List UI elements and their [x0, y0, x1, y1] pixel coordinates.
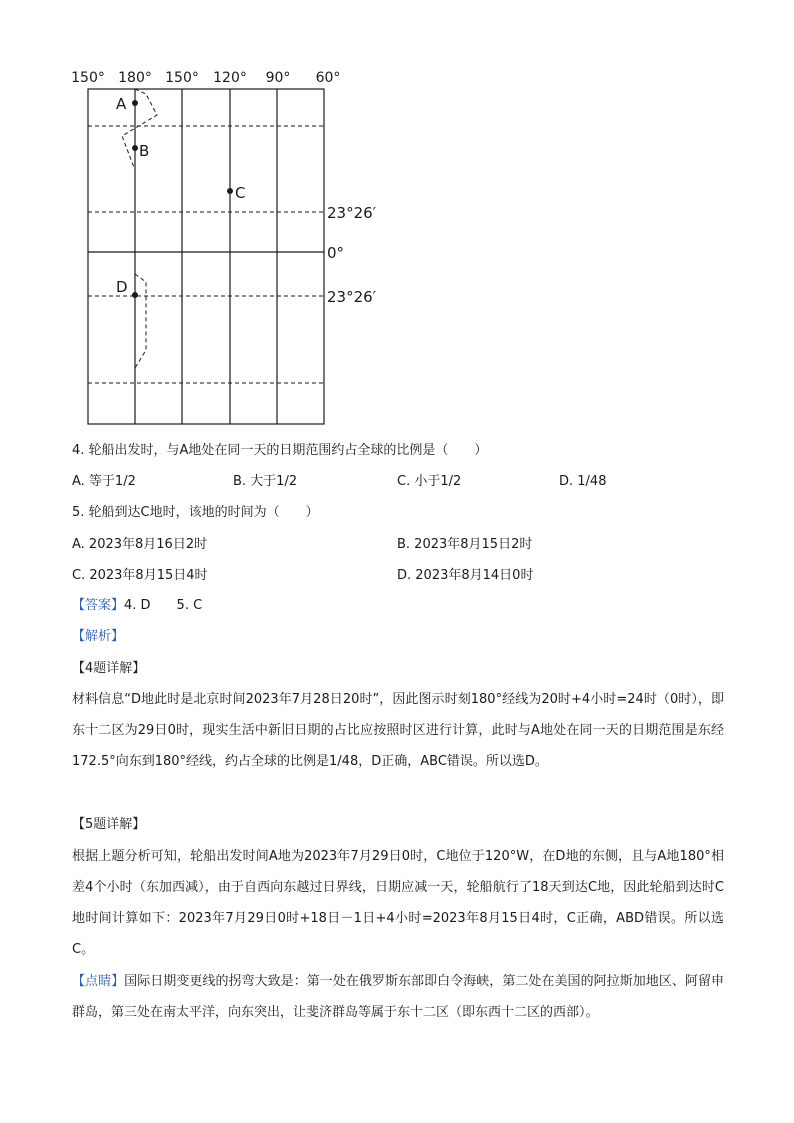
lat-label-equator: 0° [327, 244, 345, 262]
lon-label-60: 60° [315, 70, 341, 86]
lon-label-150-west: 150° [71, 70, 105, 86]
lon-label-150-east: 150° [165, 70, 199, 86]
q5-stem: 5. 轮船到达C地时，该地的时间为（ ） [72, 505, 319, 520]
lon-label-90: 90° [265, 70, 291, 86]
q4-option-b: B. 大于1/2 [233, 474, 298, 489]
answer-label: 【答案】 [72, 598, 125, 613]
lat-label-tropic-south: 23°26′ [327, 288, 377, 306]
point-b-label: B [139, 142, 150, 160]
q5-detail-text: 根据上题分析可知，轮船出发时间A地为2023年7月29日0时，C地位于120°W，在D地的东侧，且与A地180°相差4个小时（东加西减），由于自西向东越过日界线，日期应减一天，轮船航行了18天到达C地，因此轮船到达时C地时间计算如下：2023年7月29日0时+18日－1日+4小时=2023年8月15日4时，C正确，ABD错误。所以选C。 [72, 849, 724, 957]
point-d-dot [132, 292, 138, 298]
q4-option-c: C. 小于1/2 [397, 474, 462, 489]
lat-label-tropic-north: 23°26′ [327, 204, 377, 222]
q4-option-a: A. 等于1/2 [72, 474, 136, 489]
point-a-dot [132, 100, 138, 106]
point-d-label: D [116, 278, 128, 296]
q4-detail-text: 材料信息“D地此时是北京时间2023年7月28日20时”，因此图示时刻180°经线为20时+4小时=24时（0时），即东十二区为29日0时，现实生活中新旧日期的占比应按照时区进行计算，此时与A地处在同一天的日期范围是东经172.5°向东到180°经线，约占全球的比例是1/48，D正确，ABC错误。所以选D。 [72, 692, 724, 769]
point-c-dot [227, 188, 233, 194]
analysis-label: 【解析】 [72, 629, 125, 644]
point-b-dot [132, 145, 138, 151]
date-line-south-bend [135, 274, 146, 368]
answer-line [72, 598, 202, 614]
q5-option-a: A. 2023年8月16日2时 [72, 537, 208, 552]
q5-detail-title: 【5题详解】 [72, 817, 146, 832]
point-c-label: C [235, 184, 246, 202]
tip-label: 【点睛】 [72, 974, 125, 989]
tip-text: 国际日期变更线的拐弯大致是：第一处在俄罗斯东部即白令海峡，第二处在美国的阿拉斯加地区、阿留申群岛，第三处在南太平洋，向东突出，让斐济群岛等属于东十二区（即东西十二区的西部）。 [72, 974, 724, 1020]
tip-paragraph [72, 966, 724, 1028]
q4-option-d: D. 1/48 [559, 474, 607, 489]
q5-option-b: B. 2023年8月15日2时 [397, 537, 533, 552]
lon-label-120: 120° [213, 70, 247, 86]
q5-option-c: C. 2023年8月15日4时 [72, 568, 208, 583]
answer-text: 4. D 5. C [124, 598, 203, 613]
q5-option-d: D. 2023年8月14日0时 [397, 568, 534, 583]
longitude-latitude-map [60, 60, 377, 432]
point-a-label: A [116, 95, 127, 113]
q4-stem: 4. 轮船出发时，与A地处在同一天的日期范围约占全球的比例是（ ） [72, 443, 488, 458]
q4-detail-title: 【4题详解】 [72, 661, 146, 676]
lon-label-180: 180° [118, 70, 152, 86]
